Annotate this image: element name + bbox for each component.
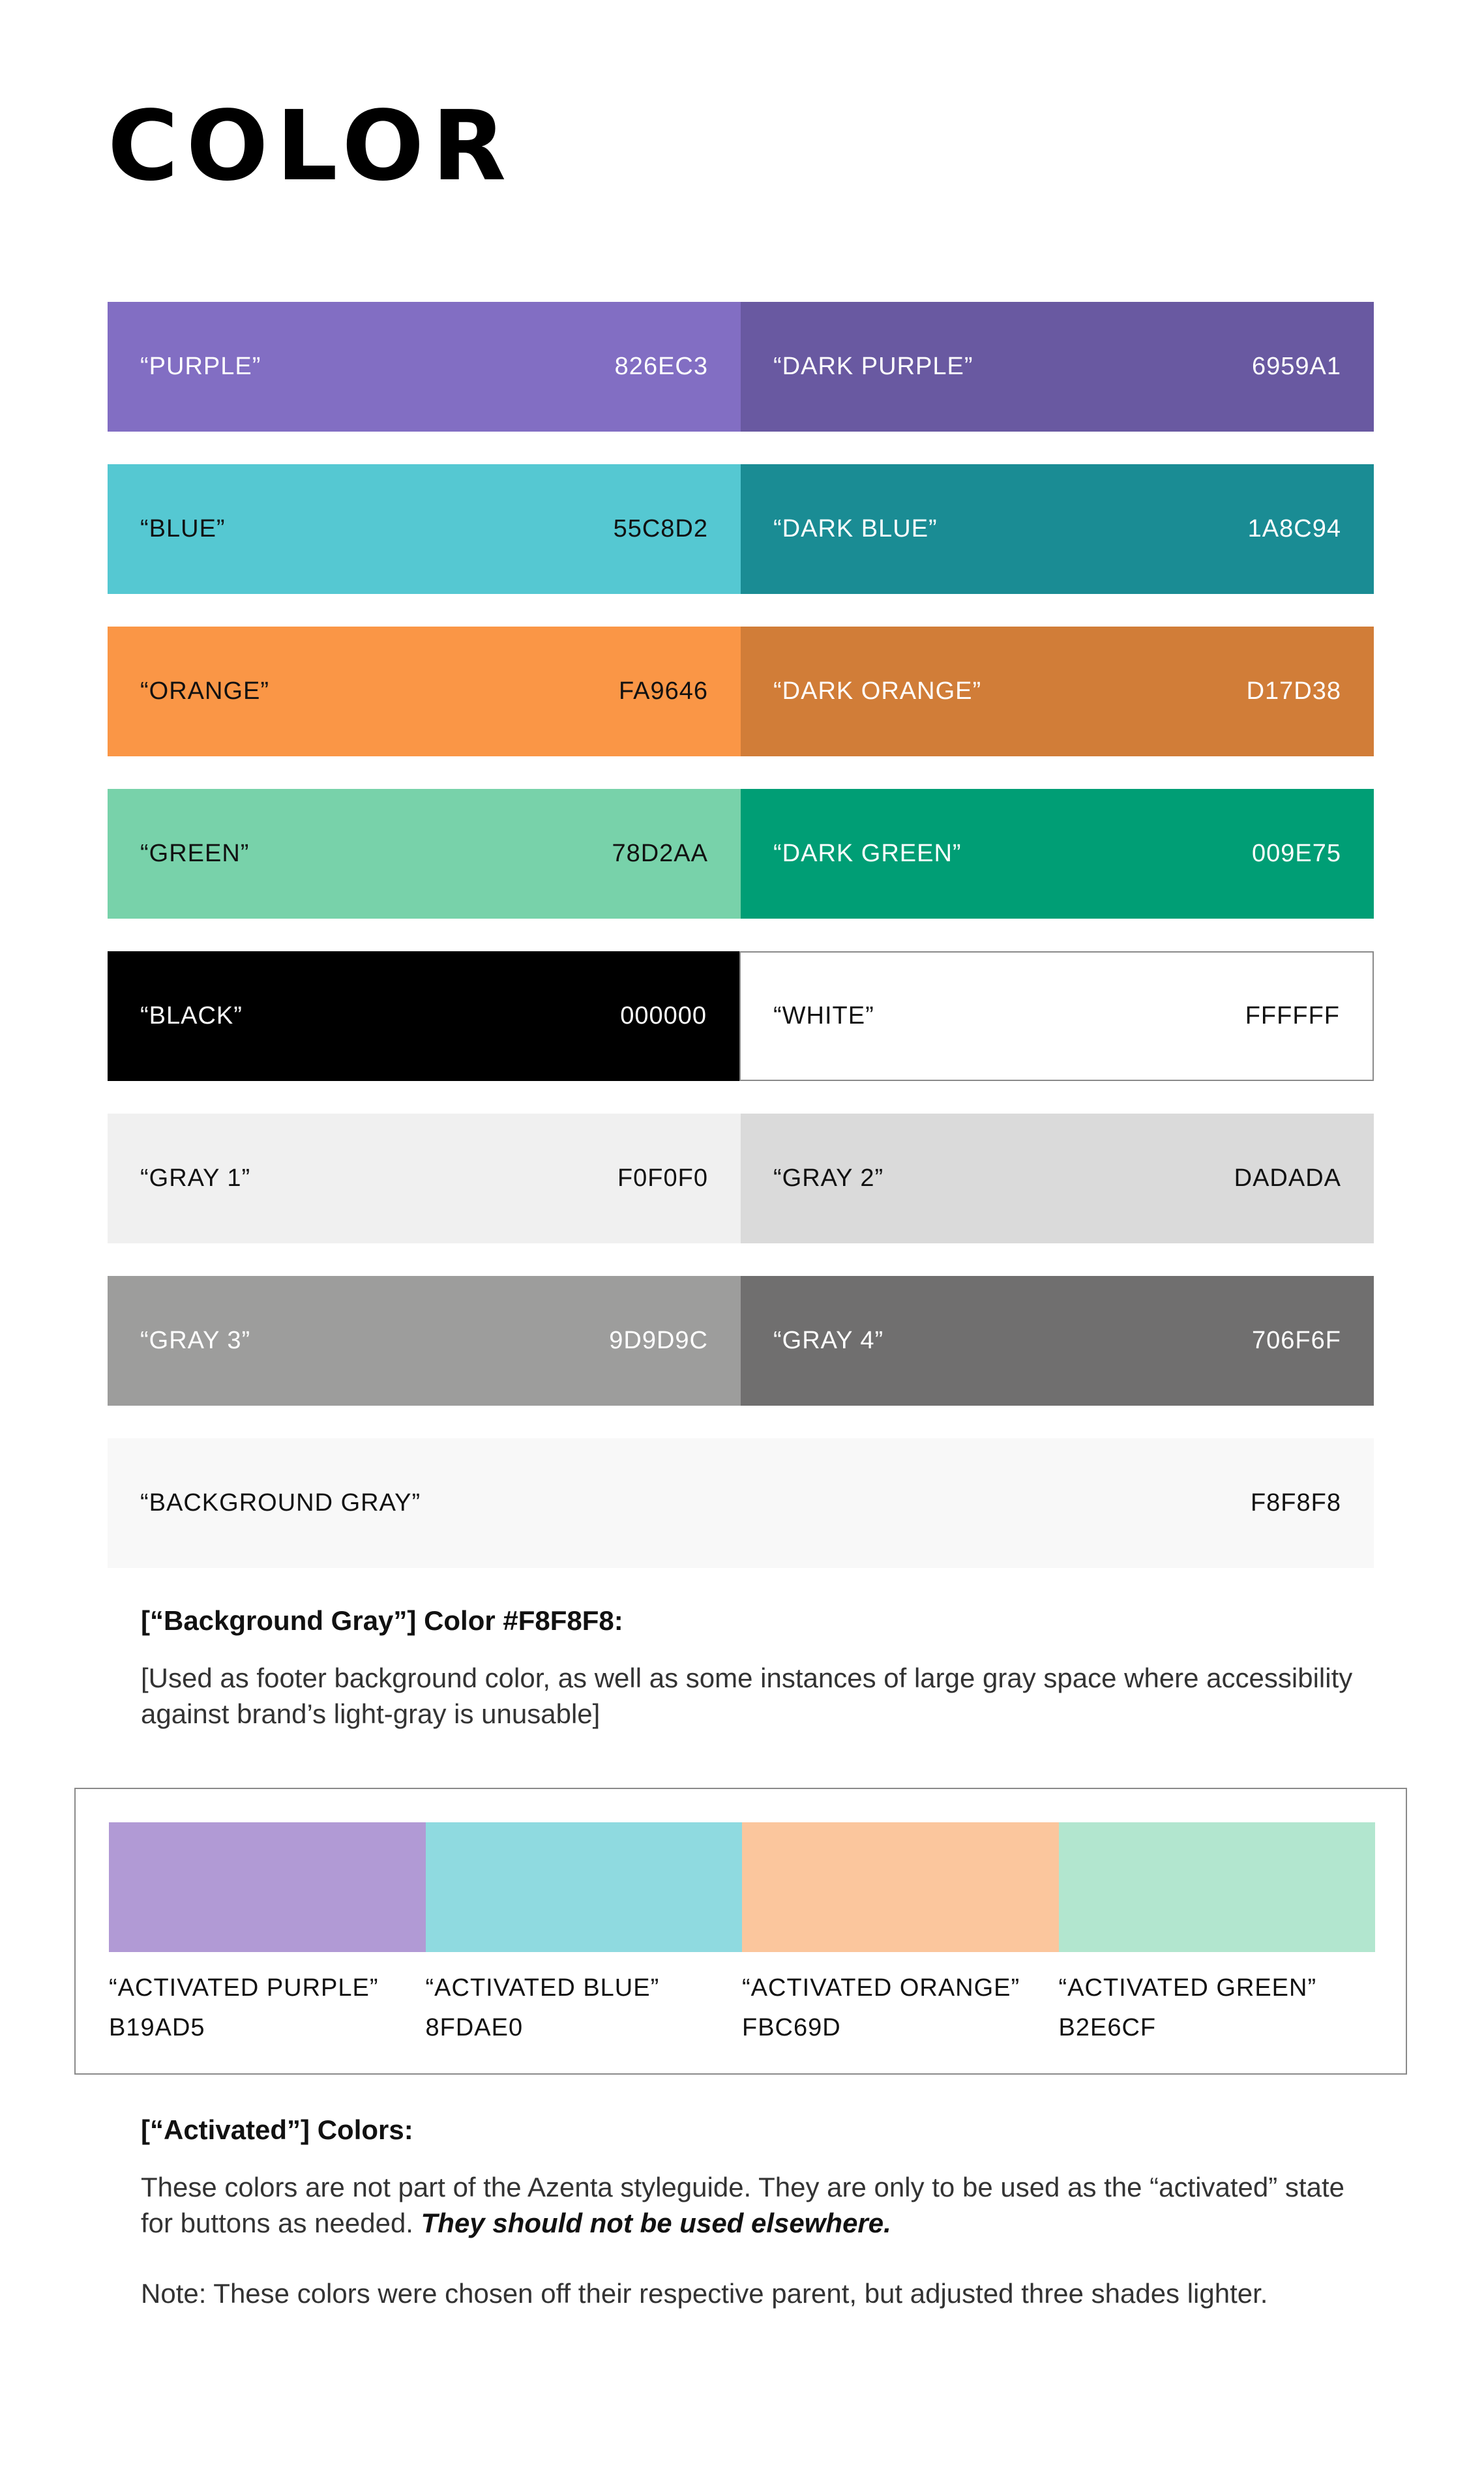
swatch-hex: 6959A1 [1251, 353, 1341, 380]
swatch-name: “WHITE” [773, 1002, 874, 1029]
swatch-hex: DADADA [1234, 1164, 1341, 1192]
swatch-hex: FA9646 [619, 677, 708, 705]
swatch-row [108, 1276, 1374, 1406]
activated-colors-note [141, 2114, 1354, 2311]
activated-swatch-hex: 8FDAE0 [425, 2014, 524, 2041]
swatch-name: “BACKGROUND GRAY” [140, 1489, 421, 1517]
activated-swatch-name: “ACTIVATED ORANGE” [742, 1974, 1020, 2002]
swatch-row [108, 951, 1374, 1081]
swatch-name: “GREEN” [140, 840, 250, 867]
swatch-hex: 9D9D9C [609, 1327, 708, 1354]
swatch-hex: F0F0F0 [617, 1164, 708, 1192]
swatch-hex: D17D38 [1246, 677, 1341, 705]
swatch-row [108, 627, 1374, 756]
activated-note-title: [“Activated”] Colors: [141, 2114, 413, 2145]
color-swatch [741, 302, 1374, 432]
activated-swatch-name: “ACTIVATED PURPLE” [109, 1974, 379, 2002]
swatch-name: “GRAY 4” [773, 1327, 884, 1354]
activated-swatch-name: “ACTIVATED GREEN” [1058, 1974, 1317, 2002]
activated-swatch-name: “ACTIVATED BLUE” [425, 1974, 660, 2002]
swatch-row [108, 302, 1374, 432]
swatch-hex: F8F8F8 [1250, 1489, 1341, 1517]
background-gray-note-text: [Used as footer background color, as well as some instances of large gray space where accessibility against brand’s light-gray is unusable] [141, 1663, 1353, 1729]
color-swatch [741, 789, 1374, 919]
swatch-name: “DARK GREEN” [773, 840, 962, 867]
color-swatch [741, 627, 1374, 756]
activated-swatch [742, 1822, 1059, 2042]
swatch-name: “DARK BLUE” [773, 515, 938, 542]
color-swatch [741, 1114, 1374, 1243]
swatch-name: “DARK ORANGE” [773, 677, 982, 705]
activated-swatch-color [742, 1822, 1059, 1952]
swatch-hex: 78D2AA [612, 840, 708, 867]
activated-swatch-color [109, 1822, 426, 1952]
swatch-name: “BLUE” [140, 515, 226, 542]
activated-note-footnote: Note: These colors were chosen off their respective parent, but adjusted three shades lighter. [141, 2278, 1268, 2309]
swatch-name: “GRAY 1” [140, 1164, 251, 1192]
activated-swatch [1059, 1822, 1376, 2042]
activated-swatch-hex: FBC69D [742, 2014, 841, 2041]
swatch-name: “ORANGE” [140, 677, 269, 705]
activated-note-emphasis: They should not be used elsewhere. [421, 2208, 891, 2238]
swatch-hex: FFFFFF [1245, 1002, 1340, 1029]
color-swatch [108, 627, 741, 756]
swatch-name: “PURPLE” [140, 353, 261, 380]
activated-swatch-color [426, 1822, 743, 1952]
activated-note-plain: These colors are not part of the Azenta styleguide. They are only to be used as the “activated” state for buttons as needed. [141, 2172, 1344, 2238]
swatch-name: “GRAY 3” [140, 1327, 251, 1354]
swatch-hex: 1A8C94 [1247, 515, 1341, 542]
swatch-row [108, 1114, 1374, 1243]
color-swatch [108, 1276, 741, 1406]
swatch-row [108, 464, 1374, 594]
activated-note-text [141, 2169, 1354, 2241]
swatch-hex: 009E75 [1251, 840, 1341, 867]
swatch-name: “BLACK” [140, 1002, 243, 1029]
color-swatch [108, 464, 741, 594]
color-swatch [108, 789, 741, 919]
activated-swatch-hex: B19AD5 [109, 2014, 205, 2041]
swatch-hex: 706F6F [1252, 1327, 1341, 1354]
activated-swatch [426, 1822, 743, 2042]
color-swatch-grid [108, 302, 1374, 1601]
color-swatch [108, 302, 741, 432]
color-swatch [108, 951, 739, 1081]
page-title: COLOR [108, 90, 514, 202]
swatch-row [108, 1438, 1374, 1568]
swatch-name: “DARK PURPLE” [773, 353, 973, 380]
color-swatch [741, 464, 1374, 594]
swatch-row [108, 789, 1374, 919]
activated-swatch-row [109, 1822, 1375, 2042]
color-swatch [108, 1114, 741, 1243]
color-swatch [741, 1276, 1374, 1406]
color-swatch [108, 1438, 1374, 1568]
swatch-hex: 000000 [620, 1002, 707, 1029]
activated-swatch [109, 1822, 426, 2042]
background-gray-note-title: [“Background Gray”] Color #F8F8F8: [141, 1605, 623, 1636]
activated-swatch-hex: B2E6CF [1058, 2014, 1157, 2041]
color-swatch [739, 951, 1374, 1081]
swatch-name: “GRAY 2” [773, 1164, 884, 1192]
swatch-hex: 826EC3 [614, 353, 708, 380]
background-gray-note [141, 1605, 1354, 1732]
swatch-hex: 55C8D2 [613, 515, 708, 542]
activated-colors-panel [74, 1788, 1407, 2075]
activated-swatch-color [1059, 1822, 1376, 1952]
